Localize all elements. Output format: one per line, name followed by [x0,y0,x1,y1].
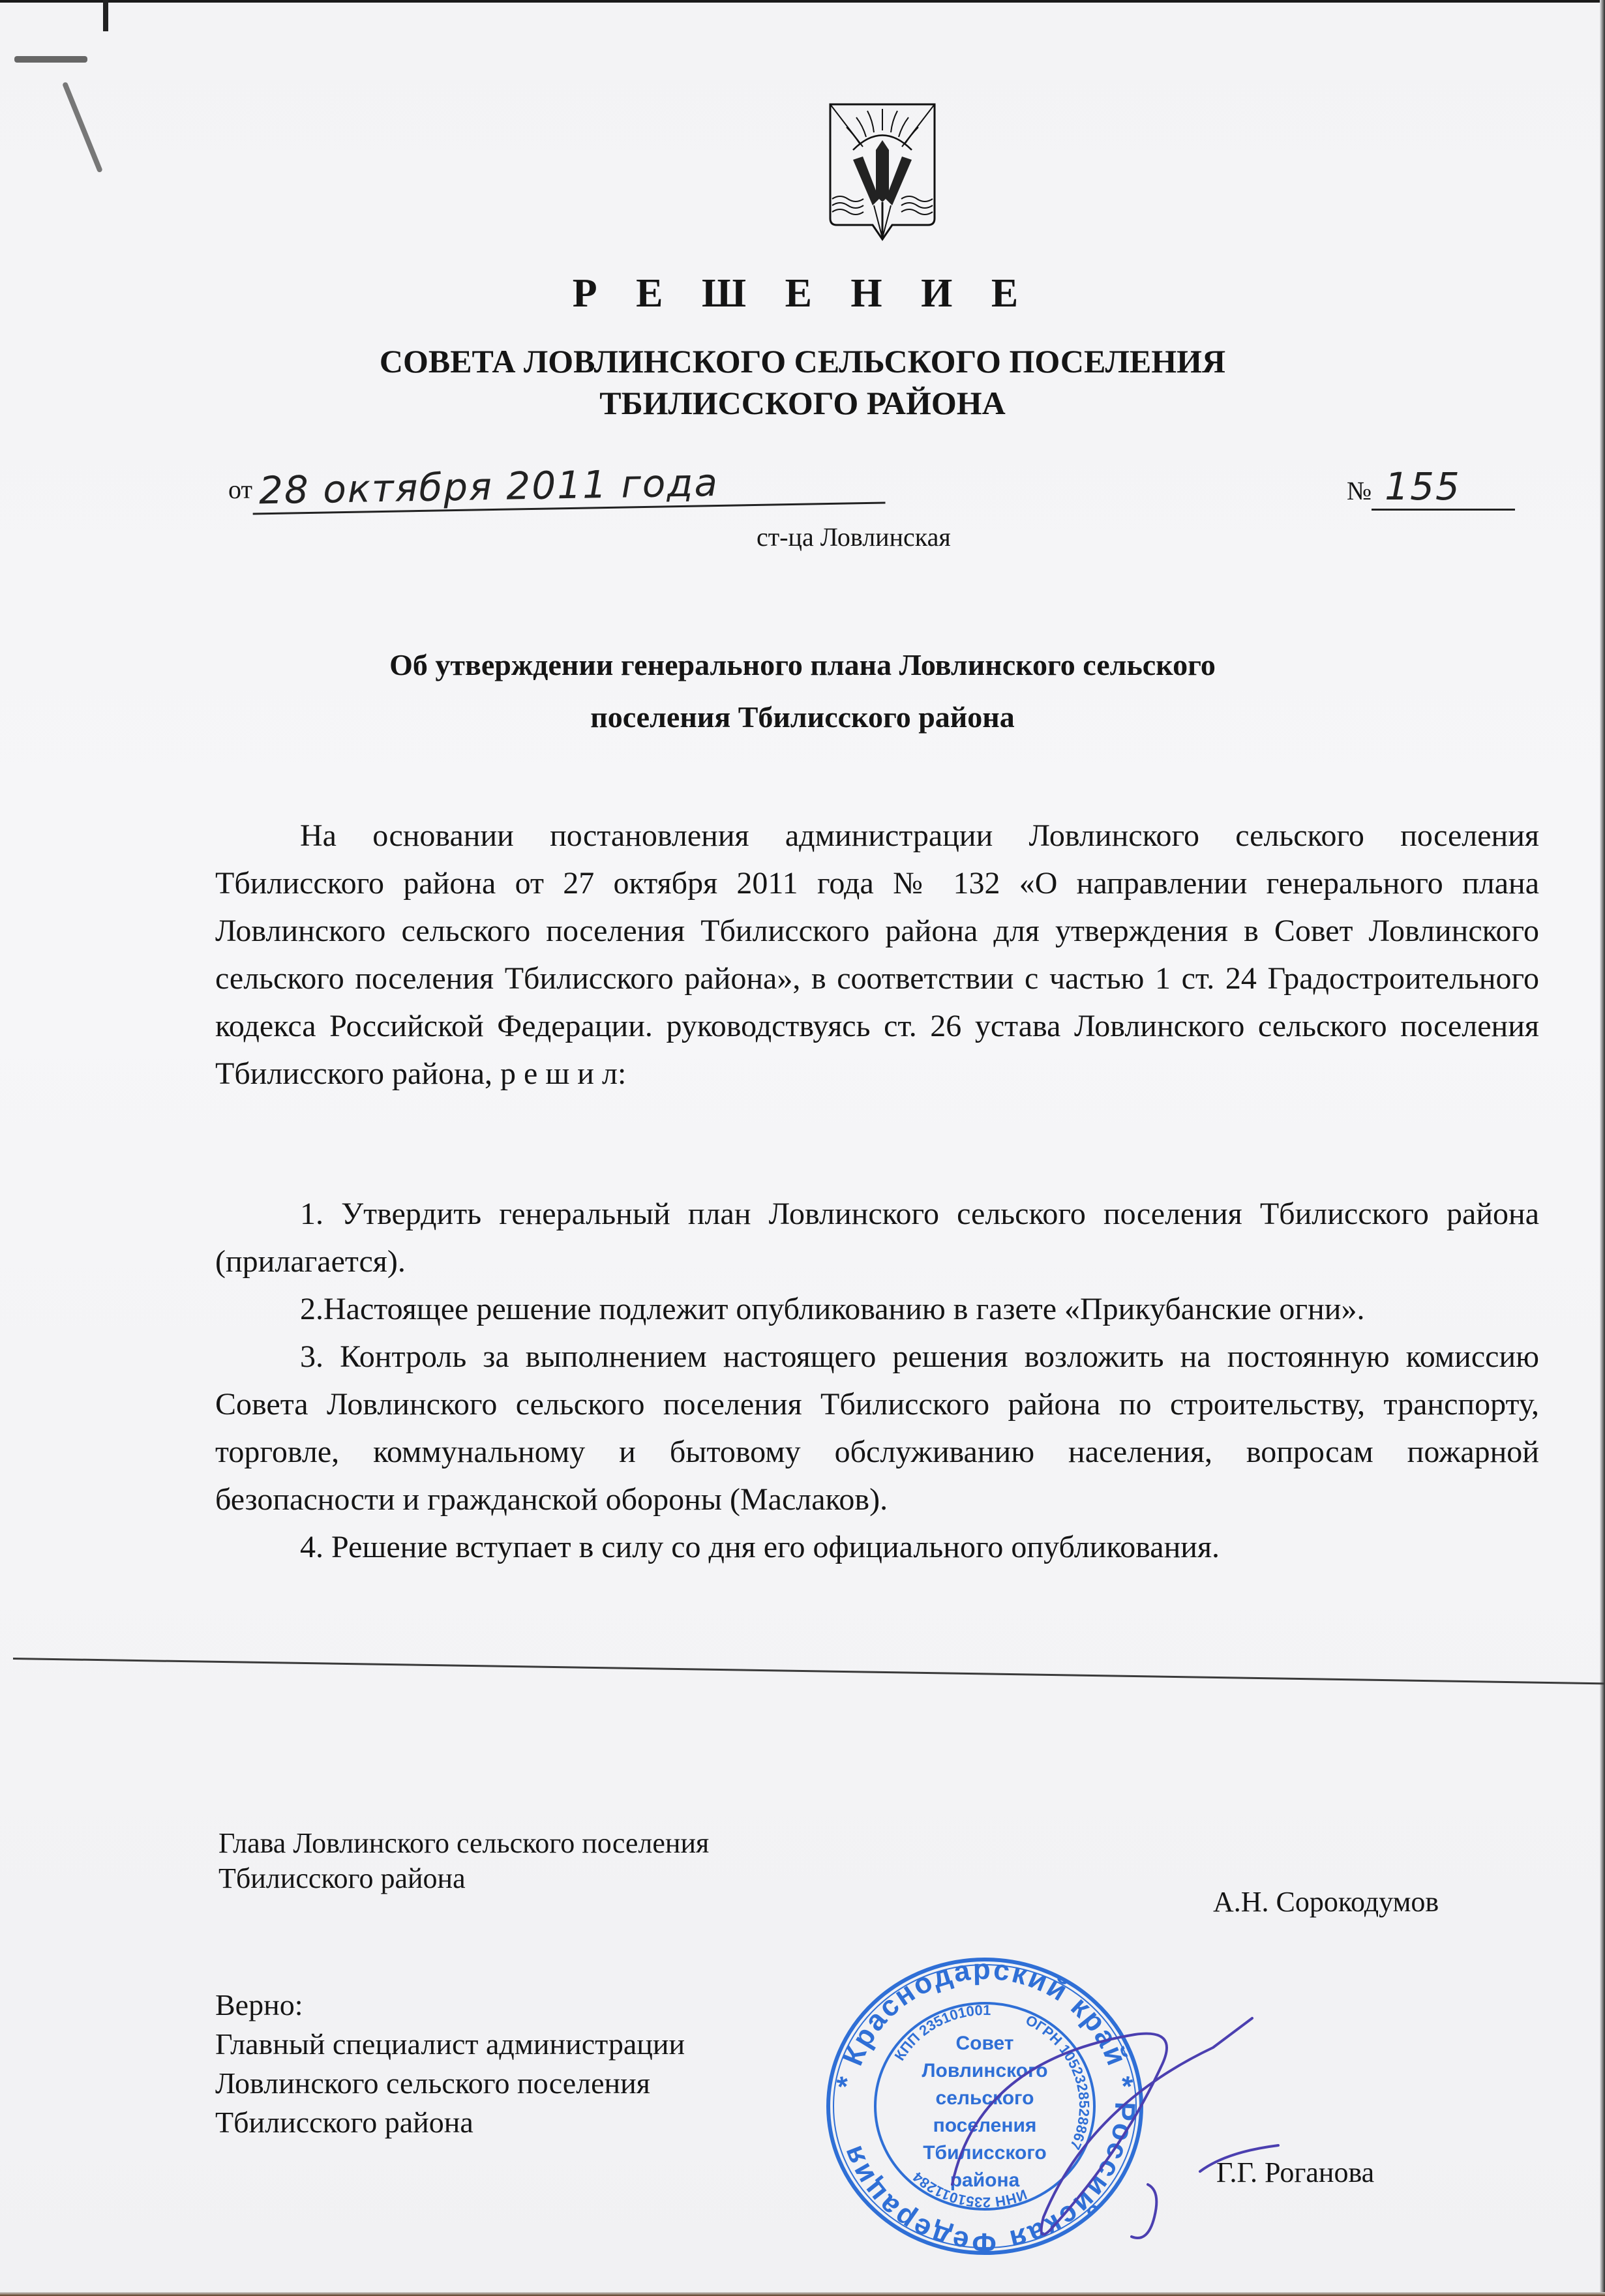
scan-edge-top [0,0,1605,3]
resolution-item: 4. Решение вступает в силу со дня его официального опубликования. [300,1530,1220,1564]
staple-mark [14,56,87,63]
document-type-heading: Р Е Ш Е Н И Е [572,271,1033,316]
stamp-center-line: Совет [955,2033,1014,2054]
issuing-body-line: СОВЕТА ЛОВЛИНСКОГО СЕЛЬСКОГО ПОСЕЛЕНИЯ [379,343,1226,380]
resolution-item: 1. Утвердить генеральный план Ловлинского сельского поселения Тбилисского района (прилагается). [215,1197,1539,1279]
number-line [1347,464,1515,511]
signatory-title-line: Главный специалист администрации [215,2027,685,2061]
head-signatory-name: А.Н. Сорокодумов [1213,1886,1439,1918]
date-prefix: от [228,475,252,504]
signatory-title-line: Глава Ловлинского сельского поселения [218,1827,710,1859]
handwritten-date: 28 октября 2011 года [252,458,885,515]
stamp-ring-text: ИНН 2351011284 [909,2168,1030,2211]
handwritten-number: 155 [1372,464,1515,511]
resolution-item: 2.Настоящее решение подлежит опубликованию в газете «Прикубанские огни». [300,1292,1365,1326]
issuing-body-line: ТБИЛИССКОГО РАЙОНА [599,385,1006,421]
signatory-title-line: Ловлинского сельского поселения [215,2066,650,2100]
coat-of-arms-icon [827,101,938,241]
date-line [228,460,885,513]
staple-mark [103,0,108,31]
location: ст-ца Ловлинская [757,522,951,552]
document-title [0,639,1605,743]
stamp-ring-text: КПП 235101001 [891,2001,991,2064]
number-prefix: № [1347,476,1372,505]
stamp-outer-text: * Краснодарский край * Российская Федерация [830,1953,1141,2259]
handwritten-signature [874,1956,1357,2256]
specialist-name: Г.Г. Роганова [1216,2156,1375,2188]
stamp-center-line: района [950,2169,1020,2191]
resolution-items [215,1190,1539,1571]
signatory-title-line: Тбилисского района [215,2106,473,2139]
head-signatory-title [218,1826,709,1896]
document-title-line: поселения Тбилисского района [590,700,1015,734]
paperclip-icon [62,82,103,173]
stamp-center-line: сельского [935,2087,1034,2109]
signatory-title-line: Тбилисского района [218,1862,466,1894]
resolution-item: 3. Контроль за выполнением настоящего решения возложить на постоянную комиссию Совета Ловлинского сельского поселения Тбилисского района по строительству, транспорту, торговле, коммунальному и бытовому обслуживанию населения, вопросам пожарной безопасности и гражданской обороны (Маслаков). [215,1339,1539,1517]
stamp-ring-text: ОГРН 1052328528867 [1023,2011,1093,2153]
preamble [215,812,1539,1097]
stamp-center-line: Ловлинского [922,2060,1048,2081]
certified-block [215,1986,685,2142]
document-title-line: Об утверждении генерального плана Ловлинского сельского [389,648,1216,681]
stamp-center-line: поселения [933,2115,1037,2136]
scan-edge-bottom [0,2292,1605,2296]
stamp-center-line: Тбилисского [923,2142,1047,2164]
divider-line [13,1658,1605,1686]
preamble-paragraph: На основании постановления администрации Ловлинского сельского поселения Тбилисского района от 27 октября 2011 года № 132 «О направлении генерального плана Ловлинского сельского поселения Тбилисского района для утверждения в Совет Ловлинского сельского поселения Тбилисского района», в соответствии с частью 1 ст. 24 Градостроительного кодекса Российской Федерации. руководствуясь ст. 26 устава Ловлинского сельского поселения Тбилисского района, р е ш и л: [215,818,1539,1091]
issuing-body [0,340,1605,424]
certified-label: Верно: [215,1988,303,2021]
